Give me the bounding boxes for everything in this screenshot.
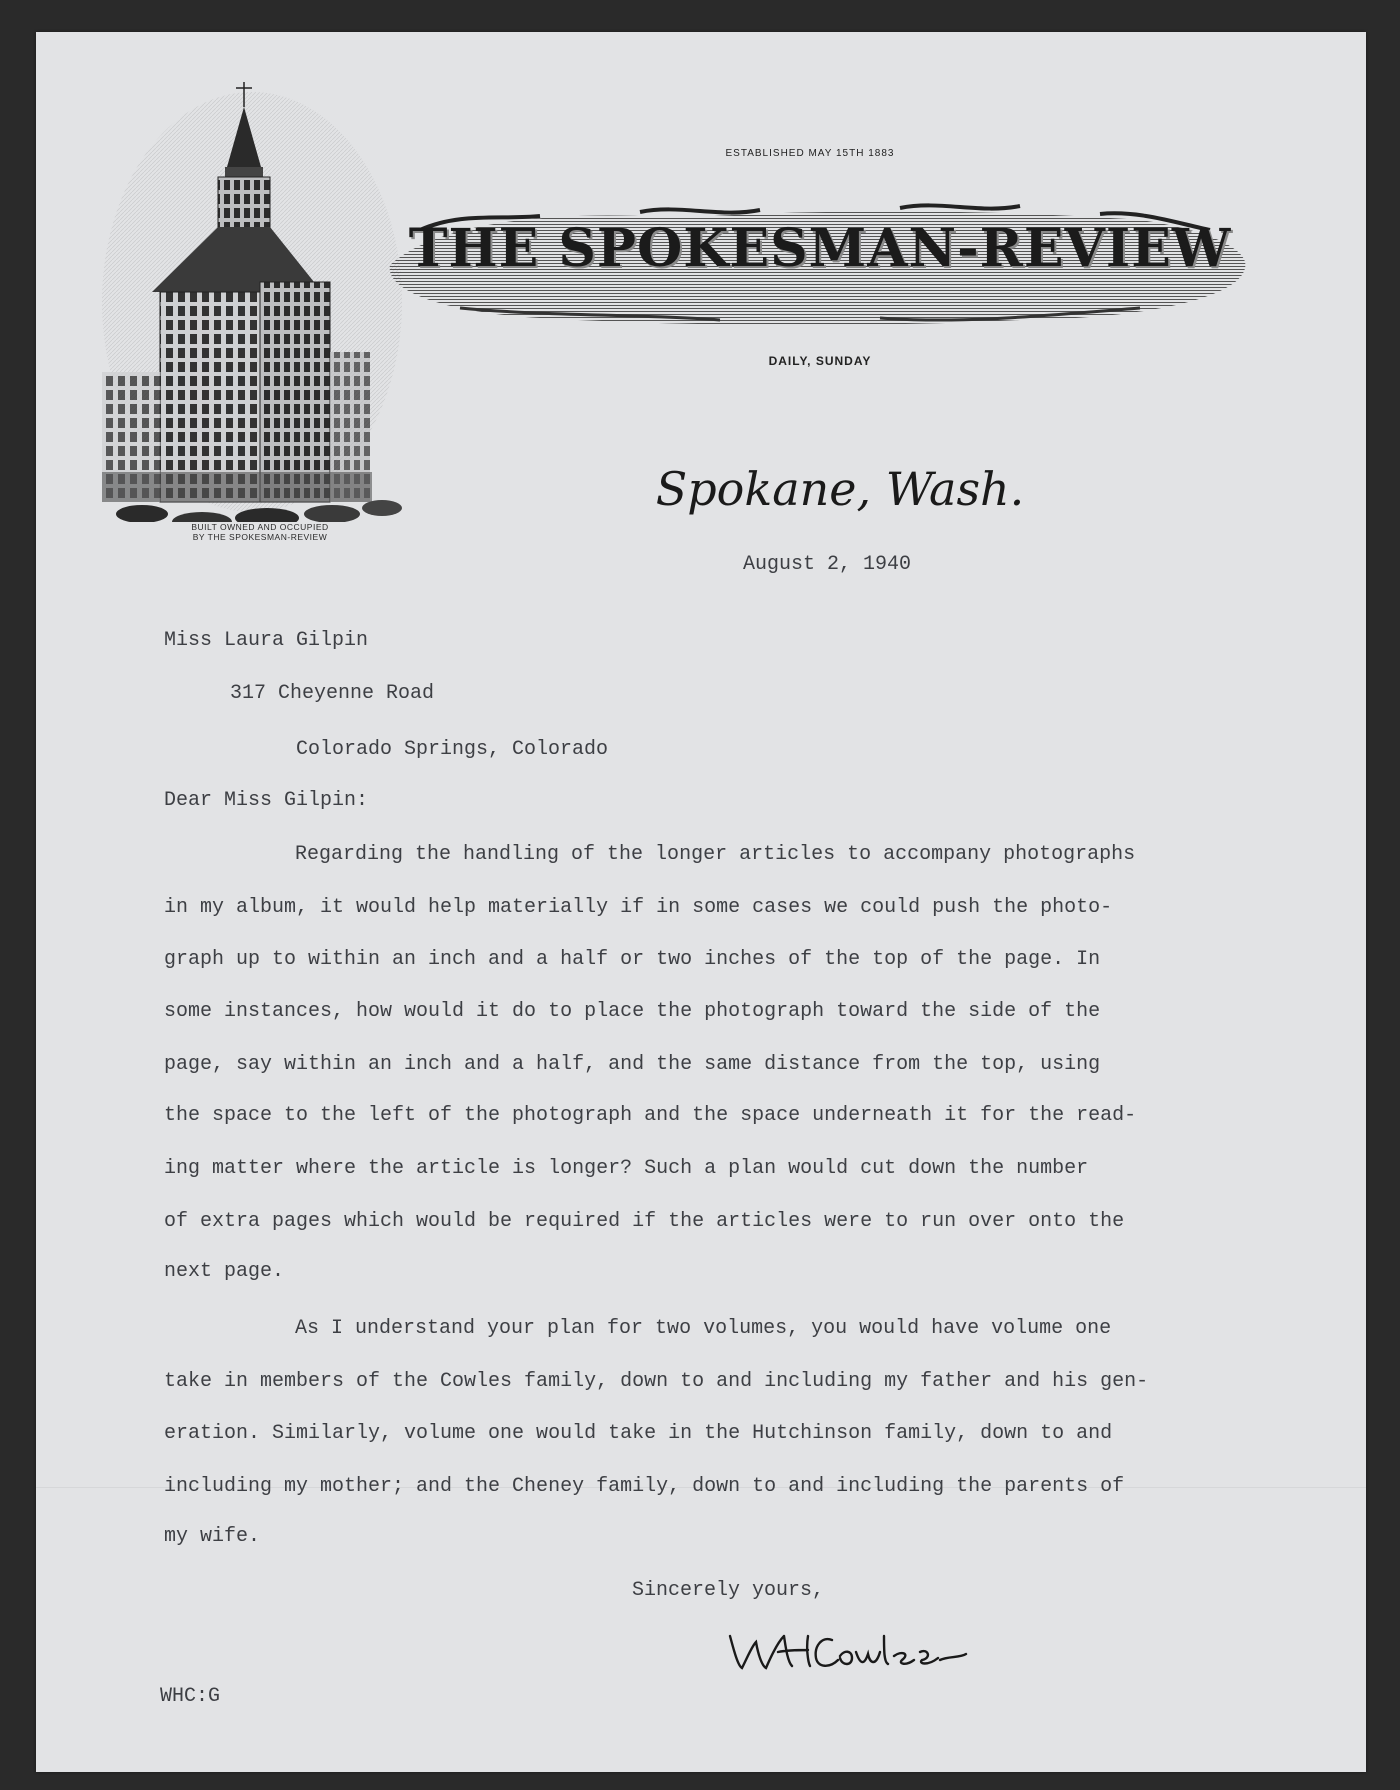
- newspaper-name: THE SPOKESMAN-REVIEW: [408, 218, 1232, 279]
- typist-initials: WHC:G: [160, 1685, 221, 1708]
- paragraph-line: page, say within an inch and a half, and the same distance from the top, using: [164, 1053, 1101, 1076]
- paragraph-line: As I understand your plan for two volumes, you would have volume one: [295, 1317, 1112, 1340]
- building-illustration: [92, 52, 414, 522]
- salutation: Dear Miss Gilpin:: [164, 789, 369, 812]
- paragraph-line: of extra pages which would be required if the articles were to run over onto the: [164, 1210, 1125, 1233]
- paragraph-line: including my mother; and the Cheney family, down to and including the parents of: [164, 1475, 1125, 1498]
- paragraph-line: next page.: [164, 1260, 285, 1283]
- paragraph-line: some instances, how would it do to place the photograph toward the side of the: [164, 1000, 1101, 1023]
- paragraph-line: in my album, it would help materially if in some cases we could push the photo-: [164, 896, 1113, 919]
- signature: [722, 1606, 1022, 1686]
- recipient-street: 317 Cheyenne Road: [230, 682, 435, 705]
- editions-text: DAILY, SUNDAY: [768, 354, 872, 368]
- building-caption-line2: BY THE SPOKESMAN-REVIEW: [192, 532, 328, 542]
- paragraph-line: eration. Similarly, volume one would take in the Hutchinson family, down to and: [164, 1422, 1113, 1445]
- recipient-name: Miss Laura Gilpin: [164, 629, 369, 652]
- paragraph-line: take in members of the Cowles family, down to and including my father and his gen-: [164, 1370, 1149, 1393]
- paragraph-line: ing matter where the article is longer? Such a plan would cut down the number: [164, 1157, 1089, 1180]
- building-caption-line1: BUILT OWNED AND OCCUPIED: [191, 522, 329, 532]
- city-script: Spokane, Wash.: [655, 462, 1025, 516]
- letter-date: August 2, 1940: [743, 553, 912, 576]
- paragraph-line: Regarding the handling of the longer articles to accompany photographs: [295, 843, 1136, 866]
- recipient-city: Colorado Springs, Colorado: [296, 738, 609, 761]
- closing: Sincerely yours,: [632, 1579, 825, 1602]
- building-caption: [145, 522, 375, 542]
- paragraph-line: the space to the left of the photograph and the space underneath it for the read-: [164, 1104, 1137, 1127]
- paragraph-line: graph up to within an inch and a half or two inches of the top of the page. In: [164, 948, 1101, 971]
- established-text: ESTABLISHED MAY 15TH 1883: [725, 148, 895, 159]
- paragraph-line: my wife.: [164, 1525, 261, 1548]
